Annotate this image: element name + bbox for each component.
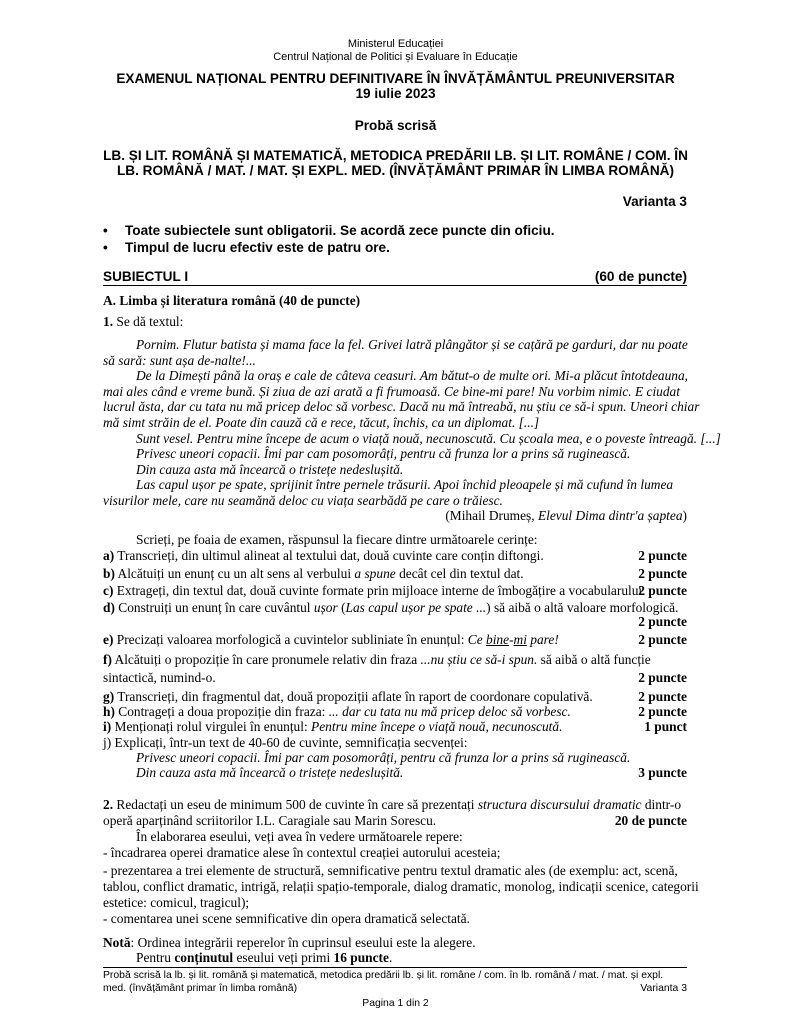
section-divider: [103, 285, 687, 286]
item-points: 2 puncte: [638, 566, 687, 581]
part-a-title: A. Limba și literatura română (40 de puncte): [103, 293, 361, 308]
text-line: visurilor mele, care nu seamănă deloc cu viața searbădă pe care o trăiesc.: [103, 492, 503, 508]
question-2-cont: operă aparținând scriitorilor I.L. Caragiale sau Marin Sorescu. 20 de puncte: [103, 813, 687, 828]
repere-item: - comentarea unei scene semnificative din opera dramatică selectată.: [103, 911, 470, 926]
section-label: SUBIECTUL I: [103, 269, 189, 284]
note: Notă: Ordinea integrării reperelor în cuprinsul eseului este la alegere.: [103, 935, 476, 950]
source-text: [103, 337, 721, 509]
item-points: 2 puncte: [638, 583, 687, 598]
item-points: 2 puncte: [638, 704, 687, 719]
footer-divider: [103, 967, 687, 968]
center-name: Centrul Național de Politici și Evaluare în Educație: [273, 51, 518, 63]
underlined-word: bine: [486, 632, 510, 647]
item-points: 1 punct: [644, 719, 687, 734]
item-g: g) Transcrieți, din fragmentul dat, două propoziții aflate în raport de coordonare copulativă. 2 puncte: [103, 689, 687, 704]
repere-intro: În elaborarea eseului, veți avea în vedere următoarele repere:: [136, 829, 463, 844]
text-line: De la Dimești până la oraș e cale de câteva ceasuri. Am bătut-o de multe ori. Mi-a plăcut întotdeauna,: [136, 368, 689, 384]
item-points: 2 puncte: [638, 614, 687, 629]
item-j: j) Explicați, într-un text de 40-60 de cuvinte, semnificația secvenței:: [103, 735, 468, 750]
bullet-icon: •: [103, 240, 108, 255]
item-points: 2 puncte: [638, 689, 687, 704]
section-points: (60 de puncte): [594, 269, 687, 284]
repere-item-cont: tablou, conflict dramatic, intrigă, relații spațio-temporale, dialog dramatic, monolog, indicații scenice, categorii: [103, 879, 699, 894]
exam-date: 19 iulie 2023: [355, 86, 436, 101]
footer-line-2: med. (învățământ primar în limba română): [103, 983, 298, 994]
test-type: Probă scrisă: [354, 118, 437, 133]
exam-title: EXAMENUL NAȚIONAL PENTRU DEFINITIVARE ÎN ÎNVĂȚĂMÂNTUL PREUNIVERSITAR: [116, 71, 675, 86]
item-points: 2 puncte: [638, 632, 687, 647]
item-f: f) Alcătuiți o propoziție în care pronumele relativ din fraza ...nu știu ce să-i spun. să aibă o altă funcție: [103, 652, 651, 667]
text-line: Pornim. Flutur batista și mama face la fel. Grivei latră plângător și se cațără pe garduri, dar nu poate: [136, 337, 688, 352]
question-2: 2. Redactați un eseu de minimum 500 de cuvinte în care să prezentați structura discursului dramatic dintr-o: [103, 797, 682, 812]
text-line: Privesc uneori copacii. Îmi par cam posomorâți, pentru că frunza lor a prins să ruginească.: [136, 446, 631, 462]
item-c: c) Extrageți, din textul dat, două cuvinte formate prin mijloace interne de îmbogățire a vocabularului. 2 puncte: [103, 583, 687, 598]
item-a: a) Transcrieți, din ultimul alineat al textului dat, două cuvinte care conțin diftongi. 2 puncte: [103, 548, 687, 563]
question-1-intro: 1. Se dă textul:: [103, 314, 184, 329]
item-e: e) Precizați valoarea morfologică a cuvintelor subliniate în enunțul: Ce bine-mi pare! 2 puncte: [103, 632, 687, 647]
item-h: h) Contrageți a doua propoziție din fraza: ... dar cu tata nu mă pricep deloc să vorbesc. 2 puncte: [103, 704, 687, 719]
rule-item: • Toate subiectele sunt obligatorii. Se acordă zece puncte din oficiu.: [103, 223, 555, 238]
footer-line-1: Probă scrisă la lb. și lit. română și matematică, metodica predării lb. și lit. române / com. în lb. română / mat. / mat. și expl.: [103, 970, 664, 981]
item-points: 2 puncte: [638, 548, 687, 563]
item-points: 3 puncte: [638, 765, 687, 780]
item-points: 2 puncte: [638, 670, 687, 685]
ministry-name: Ministerul Educației: [347, 38, 444, 50]
item-points: 20 de puncte: [614, 813, 687, 828]
text-line: Las capul ușor pe spate, sprijinit între pernele trăsurii. Apoi închid pleoapele și mă cufund în lumea: [136, 477, 674, 493]
text-line: să sară: sunt așa de-nalte!...: [103, 352, 256, 368]
variant-label: Varianta 3: [622, 194, 687, 209]
text-line: lucrul ăsta, dar cu tata nu mă pricep deloc să vorbesc. Dacă nu mă întreabă, nu știu ce să-i spun. Uneori chiar: [103, 399, 700, 415]
text-line: Sunt vesel. Pentru mine începe de acum o viață nouă, necunoscută. Cu școala mea, e o poveste întreagă. [...]: [136, 430, 721, 446]
text-line: Din cauza asta mă încearcă o tristețe nedeslușită.: [136, 461, 404, 477]
item-d: d) Construiți un enunț în care cuvântul ușor (Las capul ușor pe spate ...) să aibă o altă valoare morfologică.: [103, 600, 679, 615]
bullet-icon: •: [103, 223, 108, 238]
item-i: i) Menționați rolul virgulei în enunțul: Pentru mine începe o viață nouă, necunoscută. 1 punct: [103, 719, 687, 734]
text-source: (Mihail Drumeș, Elevul Dima dintr'a șaptea): [445, 508, 687, 523]
item-b: b) Alcătuiți un enunț cu un alt sens al verbului a spune decât cel din textul dat. 2 puncte: [103, 566, 687, 581]
subject-line-1: LB. ȘI LIT. ROMÂNĂ ȘI MATEMATICĂ, METODICA PREDĂRII LB. ȘI LIT. ROMÂNE / COM. ÎN: [103, 148, 688, 163]
repere-item: - prezentarea a trei elemente de structură, semnificative pentru textul dramatic ales (de exemplu: act, scenă,: [103, 863, 678, 878]
item-f-cont: sintactică, numind-o. 2 puncte: [103, 670, 687, 685]
item-j-quote-2: Din cauza asta mă încearcă o tristețe nedeslușită. 3 puncte: [136, 765, 687, 780]
item-j-quote: Privesc uneori copacii. Îmi par cam posomorâți, pentru că frunza lor a prins să ruginească.: [136, 750, 631, 765]
instruction-text: Scrieți, pe foaia de examen, răspunsul la fiecare dintre următoarele cerințe:: [136, 532, 538, 547]
page-number: Pagina 1 din 2: [362, 998, 429, 1009]
text-line: mai ales când e vreme bună. Și ziua de azi arată a fi frumoasă. Ce bine-mi pare! Nu vorbim nimic. E ciudat: [103, 383, 680, 399]
text-line: mă simt străin de el. Poate din cauză că e rece, tăcut, închis, ca un diplomat. [...]: [103, 414, 540, 430]
content-points-note: Pentru conținutul eseului veți primi 16 puncte.: [136, 950, 393, 965]
subject-line-2: LB. ROMÂNĂ / MAT. / MAT. ȘI EXPL. MED. (ÎNVĂȚĂMÂNT PRIMAR ÎN LIMBA ROMÂNĂ): [116, 163, 675, 178]
repere-item-cont: estetice: comicul, tragicul);: [103, 895, 250, 910]
rule-item: • Timpul de lucru efectiv este de patru ore.: [103, 240, 390, 255]
footer-variant: Varianta 3: [640, 983, 687, 994]
repere-item: - încadrarea operei dramatice alese în contextul creației autorului acesteia;: [103, 845, 501, 860]
underlined-word: mi: [513, 632, 527, 647]
